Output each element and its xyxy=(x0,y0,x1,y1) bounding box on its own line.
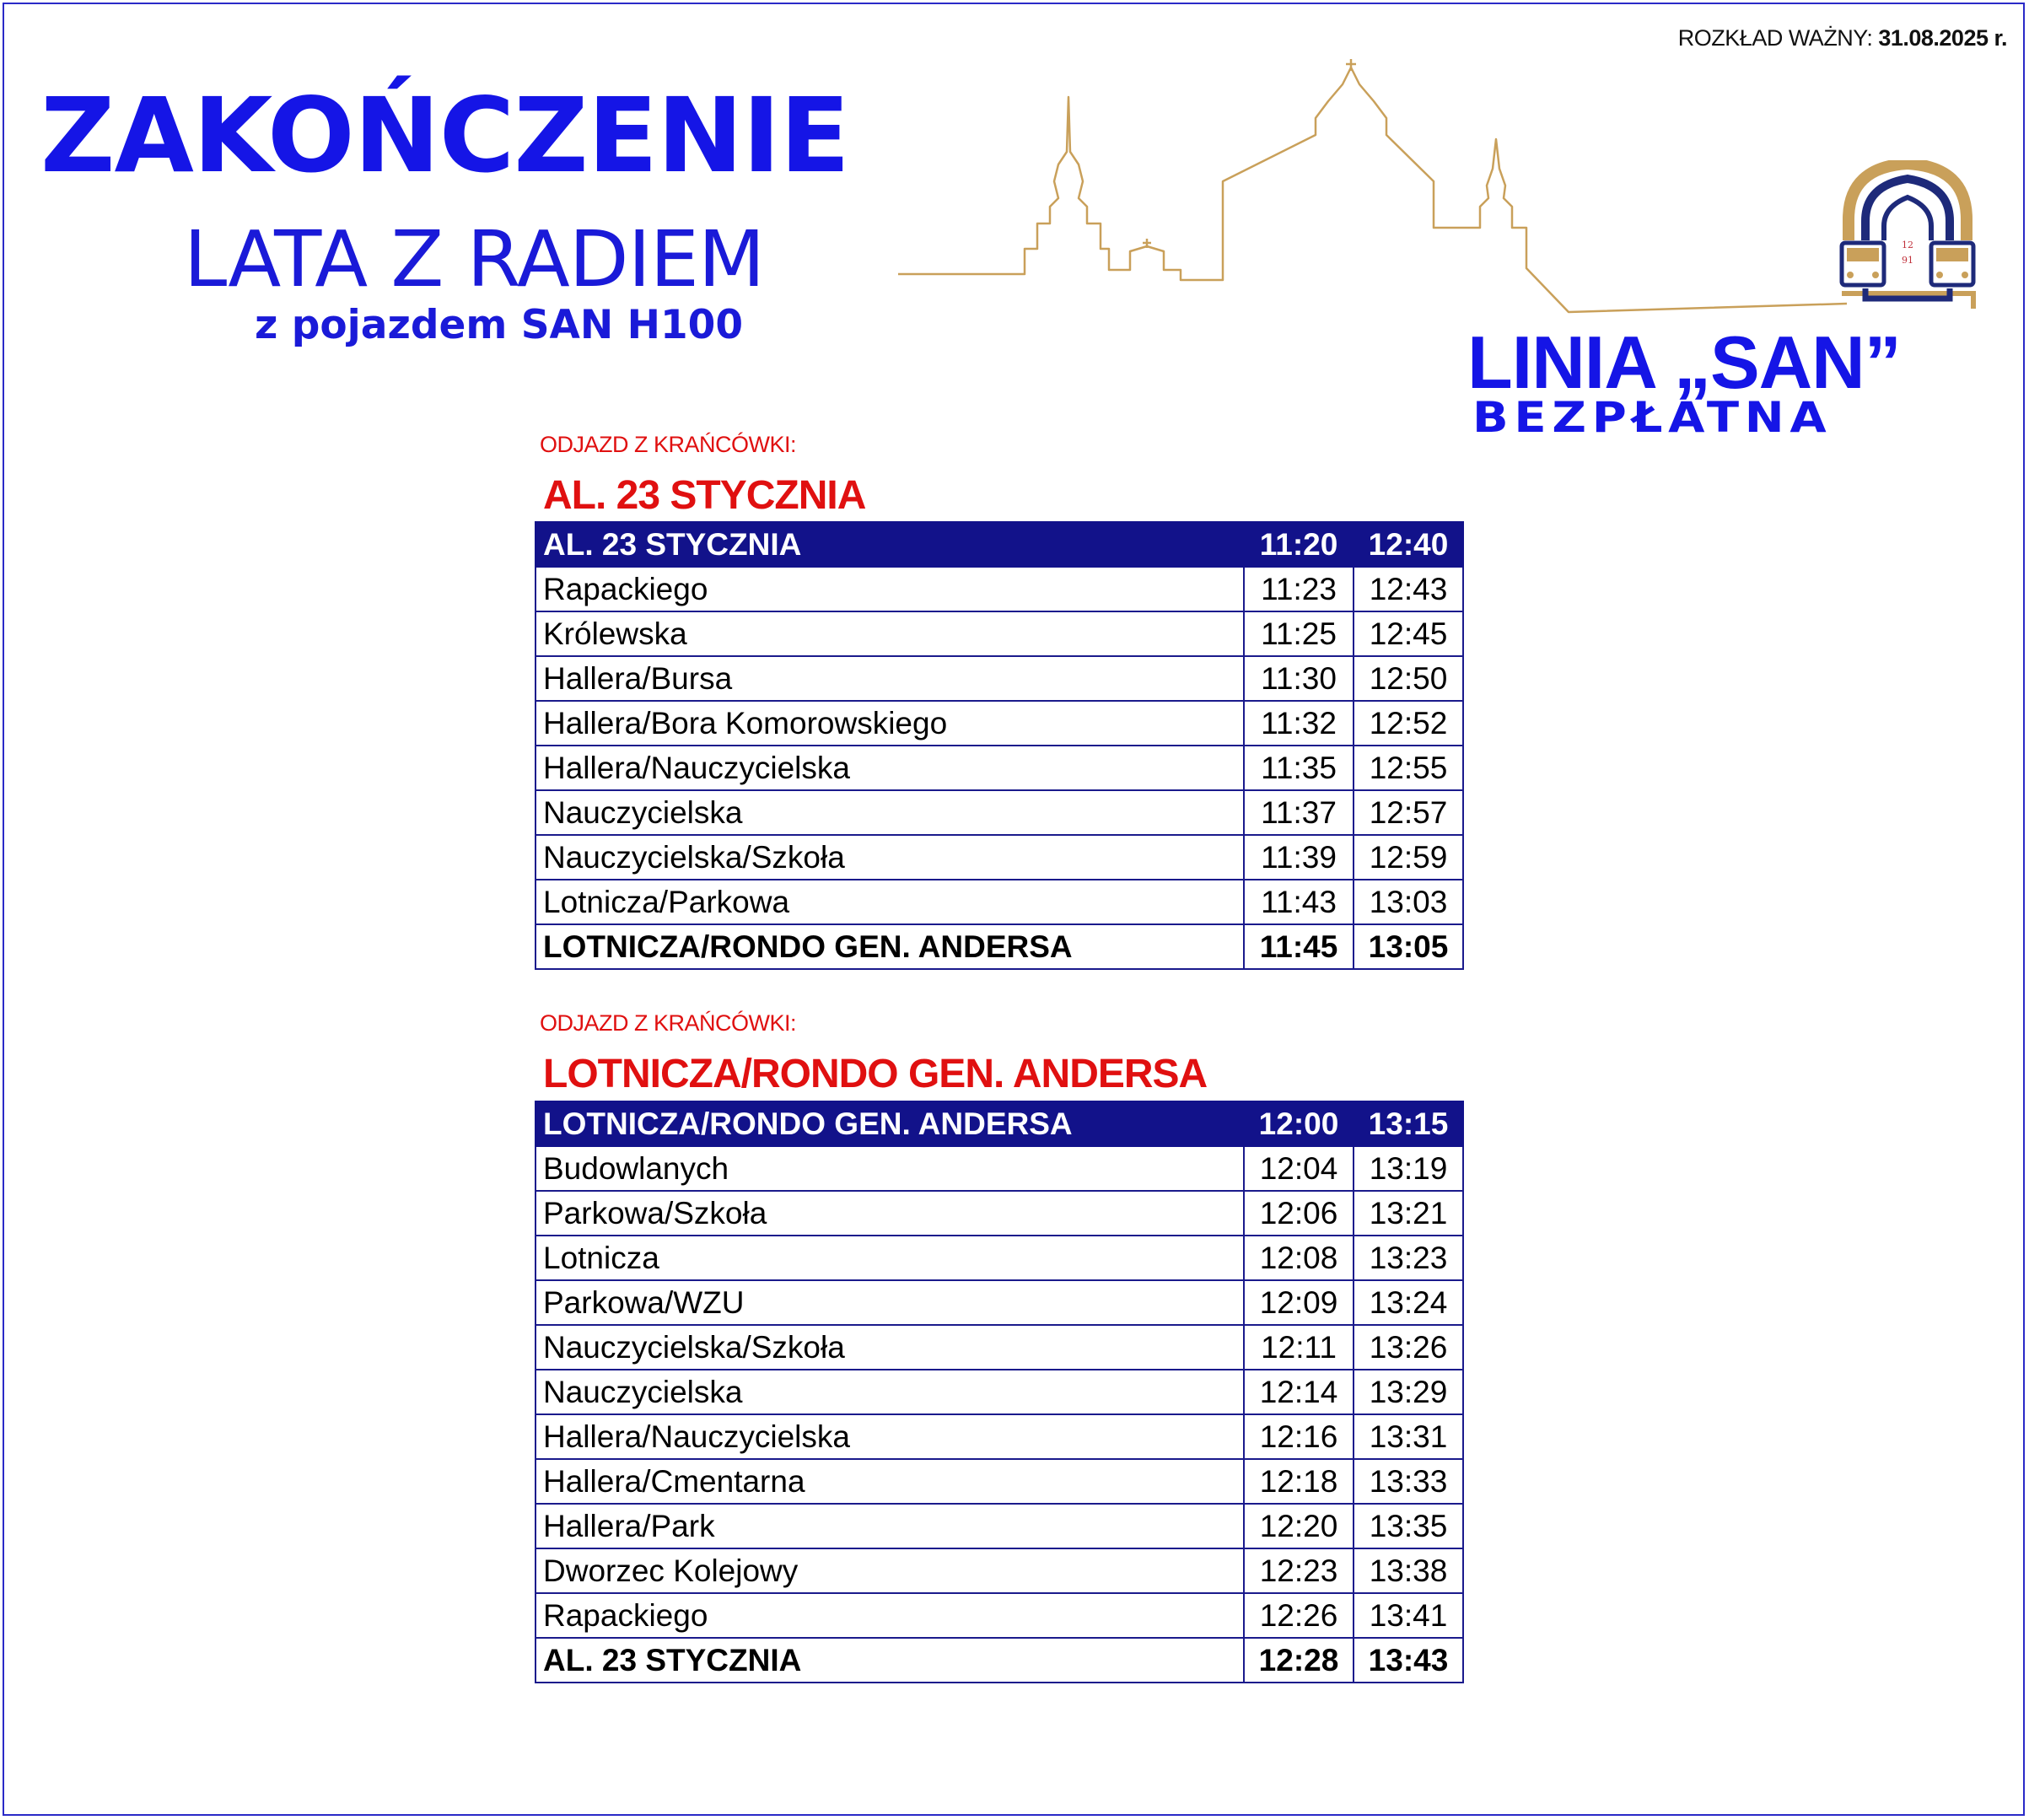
departure-time-cell: 11:32 xyxy=(1244,701,1354,746)
departure-label-2: ODJAZD Z KRAŃCÓWKI: xyxy=(540,1010,797,1036)
departure-time-cell: 13:29 xyxy=(1354,1370,1463,1414)
table-row xyxy=(536,567,1463,611)
departure-time-cell: 11:35 xyxy=(1244,746,1354,790)
departure-time-cell: 12:14 xyxy=(1244,1370,1354,1414)
departure-time-cell: 13:31 xyxy=(1354,1414,1463,1459)
stop-name-cell: Budowlanych xyxy=(536,1146,1244,1191)
stop-name-cell: LOTNICZA/RONDO GEN. ANDERSA xyxy=(536,924,1244,969)
departure-time-cell: 12:43 xyxy=(1354,567,1463,611)
departure-time-cell: 11:37 xyxy=(1244,790,1354,835)
table-row xyxy=(536,1593,1463,1638)
departure-stop-1: AL. 23 STYCZNIA xyxy=(543,473,866,518)
departure-time-cell: 12:52 xyxy=(1354,701,1463,746)
departure-time-cell: 12:23 xyxy=(1244,1548,1354,1593)
validity-label: ROZKŁAD WAŻNY: xyxy=(1677,25,1873,51)
departure-stop-2: LOTNICZA/RONDO GEN. ANDERSA xyxy=(543,1052,1208,1096)
stop-name-cell: Nauczycielska xyxy=(536,1370,1244,1414)
table-row xyxy=(536,1370,1463,1414)
table-row xyxy=(536,924,1463,969)
table-row xyxy=(536,1414,1463,1459)
departure-time-cell: 13:21 xyxy=(1354,1191,1463,1236)
stop-name-cell: Nauczycielska/Szkoła xyxy=(536,835,1244,880)
page-title: ZAKOŃCZENIE xyxy=(40,76,849,196)
table-row xyxy=(536,1504,1463,1548)
stop-name-cell: Hallera/Nauczycielska xyxy=(536,1414,1244,1459)
departure-time-cell: 13:43 xyxy=(1354,1638,1463,1683)
table-row xyxy=(536,1236,1463,1280)
departure-time-cell: 13:26 xyxy=(1354,1325,1463,1370)
departure-time-cell: 12:28 xyxy=(1244,1638,1354,1683)
stop-name-cell: Hallera/Cmentarna xyxy=(536,1459,1244,1504)
line-name: LINIA „SAN” xyxy=(1467,320,1901,404)
departure-time-cell: 11:25 xyxy=(1244,611,1354,656)
departure-time-cell: 12:08 xyxy=(1244,1236,1354,1280)
departure-time-cell: 13:41 xyxy=(1354,1593,1463,1638)
departure-time-cell: 13:33 xyxy=(1354,1459,1463,1504)
table-row xyxy=(536,701,1463,746)
departure-time-cell: 12:50 xyxy=(1354,656,1463,701)
stop-name-cell: Nauczycielska xyxy=(536,790,1244,835)
table-row xyxy=(536,790,1463,835)
logo-number-bottom: 91 xyxy=(1902,255,1913,266)
table-row xyxy=(536,522,1463,567)
stop-name-cell: AL. 23 STYCZNIA xyxy=(536,522,1244,567)
timetable-2 xyxy=(535,1101,1464,1683)
table-row xyxy=(536,1548,1463,1593)
table-row xyxy=(536,1459,1463,1504)
departure-time-cell: 12:11 xyxy=(1244,1325,1354,1370)
departure-time-cell: 11:45 xyxy=(1244,924,1354,969)
departure-time-cell: 13:03 xyxy=(1354,880,1463,924)
stop-name-cell: LOTNICZA/RONDO GEN. ANDERSA xyxy=(536,1101,1244,1146)
departure-time-cell: 12:55 xyxy=(1354,746,1463,790)
departure-time-cell: 11:23 xyxy=(1244,567,1354,611)
departure-time-cell: 13:24 xyxy=(1354,1280,1463,1325)
stop-name-cell: Lotnicza xyxy=(536,1236,1244,1280)
departure-time-cell: 12:26 xyxy=(1244,1593,1354,1638)
departure-time-cell: 12:00 xyxy=(1244,1101,1354,1146)
table-row xyxy=(536,746,1463,790)
vehicle-note: z pojazdem SAN H100 xyxy=(255,302,744,348)
stop-name-cell: Parkowa/Szkoła xyxy=(536,1191,1244,1236)
bus-station-logo-icon xyxy=(1837,160,1978,310)
stop-name-cell: Lotnicza/Parkowa xyxy=(536,880,1244,924)
table-row xyxy=(536,1325,1463,1370)
departure-time-cell: 12:20 xyxy=(1244,1504,1354,1548)
departure-time-cell: 12:40 xyxy=(1354,522,1463,567)
stop-name-cell: Rapackiego xyxy=(536,1593,1244,1638)
stop-name-cell: Hallera/Bora Komorowskiego xyxy=(536,701,1244,746)
line-type: BEZPŁATNA xyxy=(1472,393,1833,442)
page-subtitle: LATA Z RADIEM xyxy=(184,214,765,304)
validity-note xyxy=(1678,25,2007,51)
validity-date: 31.08.2025 r. xyxy=(1878,25,2007,51)
table-row xyxy=(536,656,1463,701)
table-row xyxy=(536,1101,1463,1146)
table-row xyxy=(536,1191,1463,1236)
departure-time-cell: 13:38 xyxy=(1354,1548,1463,1593)
departure-time-cell: 12:04 xyxy=(1244,1146,1354,1191)
logo-number-top: 12 xyxy=(1902,240,1913,250)
table-row xyxy=(536,1280,1463,1325)
stop-name-cell: Rapackiego xyxy=(536,567,1244,611)
departure-time-cell: 12:59 xyxy=(1354,835,1463,880)
departure-time-cell: 13:05 xyxy=(1354,924,1463,969)
stop-name-cell: Nauczycielska/Szkoła xyxy=(536,1325,1244,1370)
departure-time-cell: 11:30 xyxy=(1244,656,1354,701)
departure-time-cell: 12:57 xyxy=(1354,790,1463,835)
stop-name-cell: Parkowa/WZU xyxy=(536,1280,1244,1325)
departure-time-cell: 13:35 xyxy=(1354,1504,1463,1548)
departure-time-cell: 12:16 xyxy=(1244,1414,1354,1459)
table-row xyxy=(536,1146,1463,1191)
timetable-1 xyxy=(535,521,1464,970)
stop-name-cell: Królewska xyxy=(536,611,1244,656)
departure-time-cell: 12:06 xyxy=(1244,1191,1354,1236)
departure-time-cell: 13:15 xyxy=(1354,1101,1463,1146)
table-row xyxy=(536,835,1463,880)
stop-name-cell: Dworzec Kolejowy xyxy=(536,1548,1244,1593)
stop-name-cell: Hallera/Park xyxy=(536,1504,1244,1548)
stop-name-cell: Hallera/Bursa xyxy=(536,656,1244,701)
city-skyline-icon xyxy=(894,59,1847,329)
departure-label-1: ODJAZD Z KRAŃCÓWKI: xyxy=(540,432,797,457)
departure-time-cell: 11:39 xyxy=(1244,835,1354,880)
stop-name-cell: AL. 23 STYCZNIA xyxy=(536,1638,1244,1683)
table-row xyxy=(536,1638,1463,1683)
table-row xyxy=(536,880,1463,924)
departure-time-cell: 12:45 xyxy=(1354,611,1463,656)
stop-name-cell: Hallera/Nauczycielska xyxy=(536,746,1244,790)
departure-time-cell: 13:19 xyxy=(1354,1146,1463,1191)
departure-time-cell: 11:20 xyxy=(1244,522,1354,567)
departure-time-cell: 12:18 xyxy=(1244,1459,1354,1504)
departure-time-cell: 12:09 xyxy=(1244,1280,1354,1325)
table-row xyxy=(536,611,1463,656)
departure-time-cell: 11:43 xyxy=(1244,880,1354,924)
departure-time-cell: 13:23 xyxy=(1354,1236,1463,1280)
